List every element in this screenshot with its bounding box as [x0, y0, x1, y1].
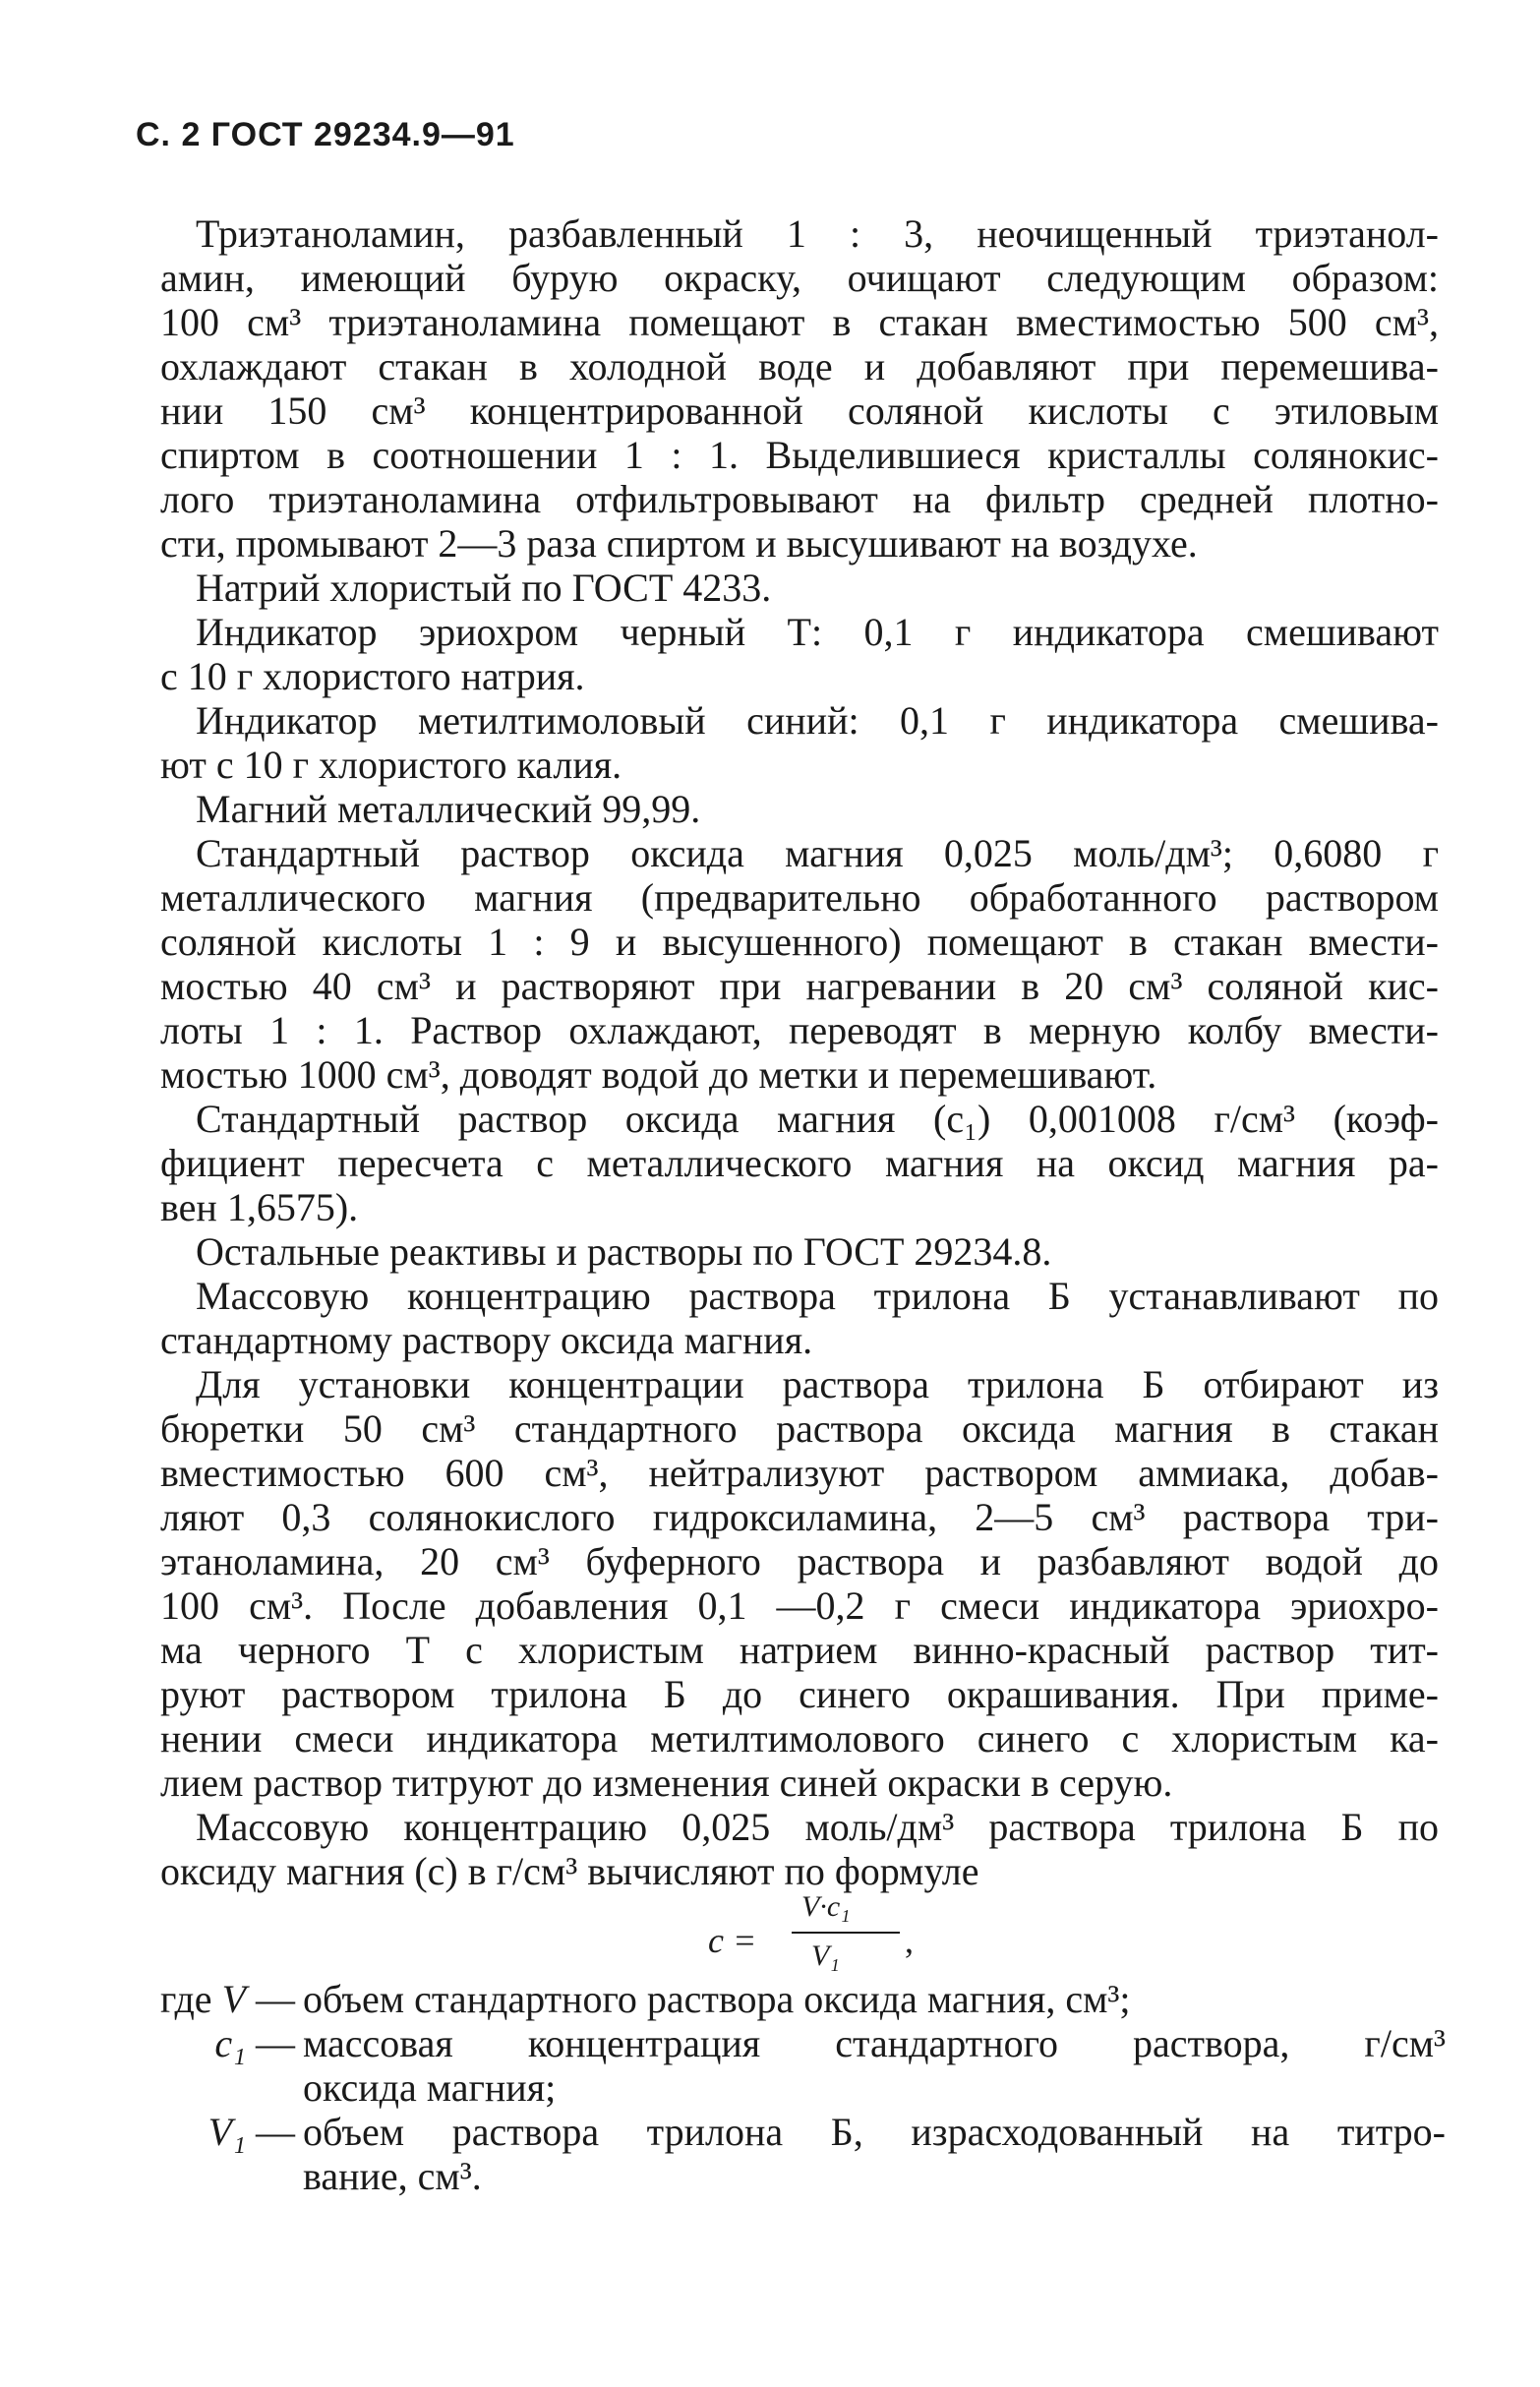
symbol-text: c₁ [214, 2021, 246, 2065]
text-line: металлического магния (предварительно обработанного раствором [160, 875, 1439, 920]
text-line: Триэтаноламин, разбавленный 1 : 3, неочищенный триэтанол- [196, 211, 1439, 256]
fraction-bar [792, 1932, 900, 1934]
formula-denominator: V₁ [811, 1939, 840, 1972]
definition-text [303, 2110, 1446, 2198]
text-line: амин, имеющий бурую окраску, очищают следующим образом: [160, 256, 1439, 300]
text-line: оксиду магния (c) в г/см³ вычисляют по формуле [160, 1849, 979, 1893]
text-line: Магний металлический 99,99. [196, 787, 701, 831]
symbol-dash: — [246, 1977, 295, 2021]
paragraph [160, 211, 1439, 566]
text-line: оксида магния; [303, 2065, 557, 2110]
definition-symbol [148, 2021, 295, 2065]
text-line: объем раствора трилона Б, израсходованный на титро- [303, 2110, 1446, 2154]
definition-text [303, 1977, 1446, 2021]
symbol-text: V [221, 1977, 246, 2021]
text-line: лого триэтаноламина отфильтровывают на фильтр средней плотно- [160, 477, 1439, 521]
text-line: вание, см³. [303, 2154, 482, 2198]
text-line: нии 150 см³ концентрированной соляной кислоты с этиловым [160, 388, 1439, 433]
text-line: Натрий хлористый по ГОСТ 4233. [196, 566, 772, 610]
page-header: С. 2 ГОСТ 29234.9—91 [136, 116, 515, 153]
text-line: мостью 40 см³ и растворяют при нагревании в 20 см³ соляной кис- [160, 964, 1439, 1008]
text-line: с 10 г хлористого натрия. [160, 654, 585, 698]
text-line: массовая концентрация стандартного раствора, г/см³ [303, 2021, 1446, 2065]
paragraph [160, 1805, 1439, 1893]
text-line: мостью 1000 см³, доводят водой до метки и перемешивают. [160, 1052, 1157, 1097]
text-line: фициент пересчета с металлического магния на оксид магния ра- [160, 1141, 1439, 1185]
text-line: руют раствором трилона Б до синего окрашивания. При приме- [160, 1672, 1439, 1716]
paragraph [160, 787, 1439, 831]
definition-item [148, 2021, 1446, 2110]
definitions-intro: где [160, 1977, 222, 2021]
text-line: соляной кислоты 1 : 9 и высушенного) помещают в стакан вмести- [160, 920, 1439, 964]
formula-lhs: c = [708, 1921, 757, 1960]
definitions [148, 1977, 1446, 2198]
definition-symbol [148, 1977, 295, 2021]
text-line: ляют 0,3 солянокислого гидроксиламина, 2—5 см³ раствора три- [160, 1495, 1439, 1539]
paragraph [160, 698, 1439, 787]
text-line: ма черного Т с хлористым натрием винно-красный раствор тит- [160, 1628, 1439, 1672]
text-line: бюретки 50 см³ стандартного раствора оксида магния в стакан [160, 1406, 1439, 1451]
text-line: Индикатор метилтимоловый синий: 0,1 г индикатора смешива- [196, 698, 1439, 743]
text-line: сти, промывают 2—3 раза спиртом и высушивают на воздухе. [160, 521, 1198, 566]
text-line: Стандартный раствор оксида магния (c₁) 0,001008 г/см³ (коэф- [196, 1097, 1439, 1141]
text-line: 100 см³. После добавления 0,1 —0,2 г смеси индикатора эриохро- [160, 1583, 1439, 1628]
paragraph [160, 610, 1439, 698]
symbol-dash: — [246, 2110, 295, 2154]
text-line: лием раствор титруют до изменения синей окраски в серую. [160, 1760, 1173, 1805]
paragraph [160, 1274, 1439, 1362]
text-line: вместимостью 600 см³, нейтрализуют раствором аммиака, добав- [160, 1451, 1439, 1495]
paragraph [160, 1229, 1439, 1274]
definition-item [148, 2110, 1446, 2198]
paragraph [160, 1362, 1439, 1805]
text-line: этаноламина, 20 см³ буферного раствора и разбавляют водой до [160, 1539, 1439, 1583]
formula-comma: , [905, 1921, 914, 1960]
text-line: вен 1,6575). [160, 1185, 359, 1229]
definition-item [148, 1977, 1446, 2021]
text-line: Для установки концентрации раствора трилона Б отбирают из [196, 1362, 1439, 1406]
definition-text [303, 2021, 1446, 2110]
text-line: 100 см³ триэтаноламина помещают в стакан вместимостью 500 см³, [160, 300, 1439, 344]
paragraph [160, 566, 1439, 610]
paragraph [160, 1097, 1439, 1229]
body-text [160, 211, 1439, 1893]
text-line: лоты 1 : 1. Раствор охлаждают, переводят в мерную колбу вмести- [160, 1008, 1439, 1052]
formula-numerator: V·c₁ [801, 1890, 851, 1923]
text-line: Остальные реактивы и растворы по ГОСТ 29234.8. [196, 1229, 1052, 1274]
text-line: Массовую концентрацию раствора трилона Б устанавливают по [196, 1274, 1439, 1318]
text-line: Массовую концентрацию 0,025 моль/дм³ раствора трилона Б по [196, 1805, 1439, 1849]
text-line: нении смеси индикатора метилтимолового синего с хлористым ка- [160, 1716, 1439, 1760]
text-line: охлаждают стакан в холодной воде и добавляют при перемешива- [160, 344, 1439, 388]
paragraph [160, 831, 1439, 1097]
text-line: Индикатор эриохром черный Т: 0,1 г индикатора смешивают [196, 610, 1439, 654]
symbol-text: V₁ [207, 2110, 246, 2154]
symbol-dash: — [246, 2021, 295, 2065]
text-line: Стандартный раствор оксида магния 0,025 моль/дм³; 0,6080 г [196, 831, 1439, 875]
text-line: ют с 10 г хлористого калия. [160, 743, 622, 787]
text-line: стандартному раствору оксида магния. [160, 1318, 813, 1362]
text-line: спиртом в соотношении 1 : 1. Выделившиеся кристаллы солянокис- [160, 433, 1439, 477]
definition-symbol [148, 2110, 295, 2154]
text-line: объем стандартного раствора оксида магния, см³; [303, 1977, 1131, 2021]
